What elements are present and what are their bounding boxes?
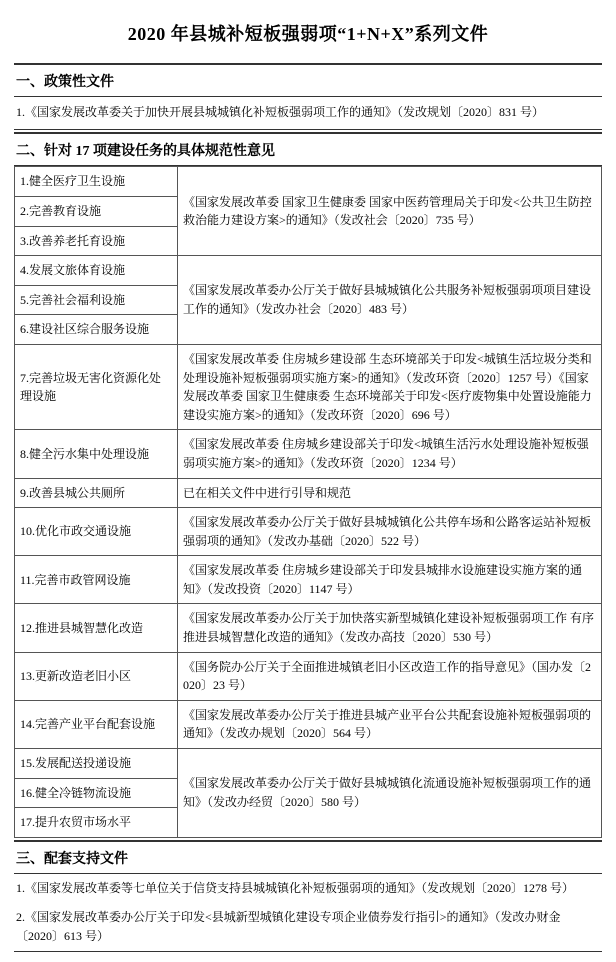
section-heading-policy: 一、政策性文件: [14, 63, 602, 97]
task-document: 已在相关文件中进行引导和规范: [178, 478, 602, 508]
task-document: 《国家发展改革委 住房城乡建设部关于印发<城镇生活污水处理设施补短板强弱项实施方案>的通知》（发改环资〔2020〕1234 号）: [178, 430, 602, 478]
task-label: 17.提升农贸市场水平: [15, 808, 178, 838]
list-item: 2.《国家发展改革委办公厅关于印发<县城新型城镇化建设专项企业债券发行指引>的通知》（发改办财金〔2020〕613 号）: [16, 910, 561, 944]
task-label: 1.健全医疗卫生设施: [15, 167, 178, 197]
tasks-table: [14, 166, 602, 837]
task-label: 14.完善产业平台配套设施: [15, 700, 178, 748]
task-document: 《国家发展改革委办公厅关于做好县城城镇化公共服务补短板强弱项项目建设工作的通知》（发改办社会〔2020〕483 号）: [178, 256, 602, 345]
task-document: 《国家发展改革委 住房城乡建设部关于印发县城排水设施建设实施方案的通知》（发改投资〔2020〕1147 号）: [178, 556, 602, 604]
task-document: 《国家发展改革委办公厅关于做好县城城镇化公共停车场和公路客运站补短板强弱项的通知》（发改办基础〔2020〕522 号）: [178, 508, 602, 556]
task-label: 11.完善市政管网设施: [15, 556, 178, 604]
task-label: 6.建设社区综合服务设施: [15, 315, 178, 345]
policy-item: 1.《国家发展改革委关于加快开展县城城镇化补短板强弱项工作的通知》（发改规划〔2020〕831 号）: [14, 97, 602, 130]
table-row: [15, 478, 602, 508]
task-label: 15.发展配送投递设施: [15, 749, 178, 779]
table-row: [15, 430, 602, 478]
section-heading-support: 三、配套支持文件: [14, 840, 602, 874]
section-heading-specs: 二、针对 17 项建设任务的具体规范性意见: [14, 132, 602, 166]
task-document: 《国家发展改革委办公厅关于做好县城城镇化流通设施补短板强弱项工作的通知》（发改办经贸〔2020〕580 号）: [178, 749, 602, 838]
task-label: 3.改善养老托育设施: [15, 226, 178, 256]
task-label: 13.更新改造老旧小区: [15, 652, 178, 700]
table-row: [15, 167, 602, 197]
task-label: 4.发展文旅体育设施: [15, 256, 178, 286]
page-title: 2020 年县城补短板强弱项“1+N+X”系列文件: [127, 24, 489, 44]
table-row: [15, 652, 602, 700]
table-row: [15, 256, 602, 286]
task-label: 5.完善社会福利设施: [15, 285, 178, 315]
task-document: 《国家发展改革委办公厅关于推进县城产业平台公共配套设施补短板强弱项的通知》（发改办规划〔2020〕564 号）: [178, 700, 602, 748]
table-row: [15, 344, 602, 429]
task-document: 《国家发展改革委 住房城乡建设部 生态环境部关于印发<城镇生活垃圾分类和处理设施补短板强弱项实施方案>的通知》（发改环资〔2020〕1257 号）《国家发展改革委 国家卫生健康委 生态环境部关于印发<医疗废物集中处置设施能力建设实施方案>的通知》（发改环资〔2020〕696 号）: [178, 344, 602, 429]
task-label: 16.健全冷链物流设施: [15, 778, 178, 808]
support-list: [14, 874, 602, 953]
table-row: [15, 749, 602, 779]
task-document: 《国务院办公厅关于全面推进城镇老旧小区改造工作的指导意见》（国办发〔2020〕23 号）: [178, 652, 602, 700]
list-item: 1.《国家发展改革委等七单位关于信贷支持县城城镇化补短板强弱项的通知》（发改规划〔2020〕1278 号）: [16, 880, 575, 895]
task-label: 10.优化市政交通设施: [15, 508, 178, 556]
table-row: [15, 556, 602, 604]
task-label: 9.改善县城公共厕所: [15, 478, 178, 508]
task-label: 7.完善垃圾无害化资源化处理设施: [15, 344, 178, 429]
table-row: [15, 508, 602, 556]
task-document: 《国家发展改革委 国家卫生健康委 国家中医药管理局关于印发<公共卫生防控救治能力建设方案>的通知》（发改社会〔2020〕735 号）: [178, 167, 602, 256]
table-row: [15, 700, 602, 748]
task-label: 2.完善教育设施: [15, 196, 178, 226]
table-row: [15, 604, 602, 652]
task-label: 8.健全污水集中处理设施: [15, 430, 178, 478]
task-document: 《国家发展改革委办公厅关于加快落实新型城镇化建设补短板强弱项工作 有序推进县城智慧化改造的通知》（发改办高技〔2020〕530 号）: [178, 604, 602, 652]
task-label: 12.推进县城智慧化改造: [15, 604, 178, 652]
